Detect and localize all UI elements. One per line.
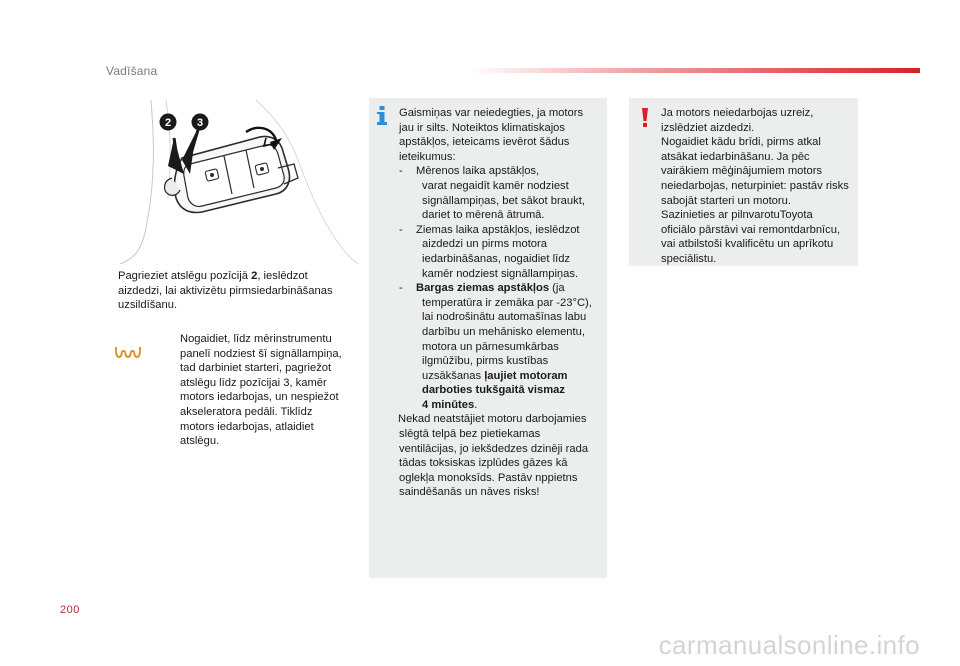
info-panel-body: Gaismiņas var neiedegties, ja motors jau ir silts. Noteiktos klimatiskajos apstākļos, ieteicams ievērot šādus ieteikumus: - Mērenos laika apstākļos, varat negaidīt kamēr nodziest signāllampiņas, bet sākot braukt, dariet to mērenā ātrumā. - Ziemas laika apstākļos, ieslēdzot aizdedzi un pirms motora iedarbināšanas, nogaidiet līdz kamēr nodziest signāllampiņas. - Bargas ziemas apstākļos (ja temperatūra ir zemāka par -23°C), lai nodrošinātu automašīnas labu darbību un mehānisko elementu, motora un pārnesumkārbas ilgmūžību, pirms kustības uzsākšanas ļaujiet motoram darboties tukšgaitā vismaz 4 minūtes. Nekad neatstājiet motoru darbojamies slēgtā telpā bez pietiekamas ventilācijas, jo iekšdedzes dzinēji rada tādas toksiskas izplūdes gāzes kā oglekļa monoksīds. Pastāv nppietns saindēšanās un nāves risks! <box>399 106 601 500</box>
warning-exclamation-icon <box>641 108 649 128</box>
section-header-title: Vadīšana <box>106 64 158 78</box>
warning-panel-body: Ja motors neiedarbojas uzreiz, izslēdziet aizdedzi. Nogaidiet kādu brīdi, pirms atkal atsākat iedarbināšanu. Ja pēc vairākiem mēģinājumiem motors neiedarbojas, neturpiniet: pastāv risks sabojāt starteri un motoru. Sazinieties ar pilnvarotuToyota oficiālo pārstāvi vai remontdarbnīcu, vai atbilstoši kvalificētu un aprīkotu speciālistu. <box>661 107 849 265</box>
warning-panel <box>629 98 858 266</box>
info-icon <box>377 106 387 126</box>
info-list-item: - Mērenos laika apstākļos, varat negaidīt kamēr nodziest signāllampiņas, bet sākot braukt, dariet to mērenā ātrumā. <box>399 165 585 222</box>
illustration-callout-2: 2 <box>164 117 172 129</box>
illustration-callout-3: 3 <box>196 117 204 129</box>
glow-plug-icon <box>113 345 143 365</box>
step-1-instruction: Pagrieziet atslēgu pozīcijā 2, ieslēdzot aizdedzi, lai aktivizētu pirmsiedarbināšanas uzsildīšanu. <box>118 270 333 312</box>
info-panel <box>369 98 607 578</box>
page-number: 200 <box>60 604 80 616</box>
watermark: carmanualsonline.info <box>658 630 920 660</box>
info-list-item: - Ziemas laika apstākļos, ieslēdzot aizdedzi un pirms motora iedarbināšanas, nogaidiet līdz kamēr nodziest signāllampiņas. <box>399 223 580 280</box>
key-ignition-illustration <box>106 98 358 264</box>
header-accent-bar <box>470 68 920 73</box>
info-list-item: - Bargas ziemas apstākļos (ja temperatūra ir zemāka par -23°C), lai nodrošinātu automašīnas labu darbību un mehānisko elementu, motora un pārnesumkārbas ilgmūžību, pirms kustības uzsākšanas ļaujiet motoram darboties tukšgaitā vismaz 4 minūtes. <box>399 282 592 411</box>
step-2-instruction: Nogaidiet, līdz mērinstrumentu panelī nodziest šī signāllampiņa, tad darbiniet starteri, pagriežot atslēgu līdz pozīcijai 3, kamēr motors iedarbojas, un nespiežot akseleratora pedāli. Tiklīdz motors iedarbojas, atlaidiet atslēgu. <box>180 333 342 448</box>
